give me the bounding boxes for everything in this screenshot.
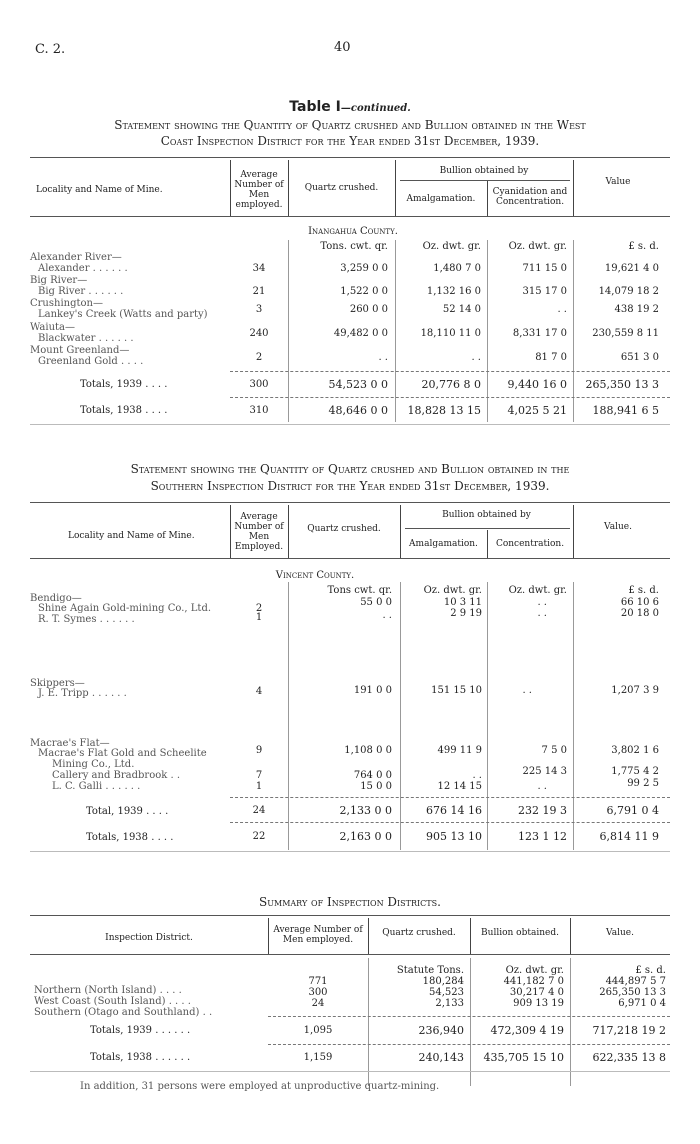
south-mine-name: Macrae's Flat Gold and Scheelite xyxy=(38,748,207,759)
document-reference: C. 2. xyxy=(35,42,66,57)
west-total-quartz: 54,523 0 0 xyxy=(328,378,388,391)
south-header-concentration: Concentration. xyxy=(495,539,565,549)
west-total-label: Totals, 1938 . . . . xyxy=(80,405,168,416)
south-amal: . . xyxy=(472,770,482,781)
summary-totals-rule xyxy=(268,1044,670,1045)
south-value: 3,802 1 6 xyxy=(611,745,659,756)
west-table-bottom xyxy=(30,424,670,425)
summary-total-value: 717,218 19 2 xyxy=(592,1024,666,1037)
south-title-line1: Statement showing the Quantity of Quartz crushed and Bullion obtained in the xyxy=(130,462,570,476)
summary-header-rule-bottom xyxy=(30,954,670,955)
summary-total-label: Totals, 1939 . . . . . . xyxy=(90,1025,191,1036)
summary-bullion: 30,217 4 0 xyxy=(509,987,564,998)
summary-total-bullion: 435,705 15 10 xyxy=(483,1051,564,1064)
summary-total-bullion: 472,309 4 19 xyxy=(490,1024,564,1037)
summary-unit-value: £ s. d. xyxy=(635,965,666,976)
south-county: Vincent County. xyxy=(275,570,355,581)
west-total-men: 300 xyxy=(249,379,269,390)
south-conc: . . xyxy=(537,781,547,792)
summary-header-district: Inspection District. xyxy=(105,933,193,943)
summary-header-value: Value. xyxy=(606,928,634,938)
west-totals-rule xyxy=(230,397,670,398)
west-header-rule-top xyxy=(30,157,670,158)
south-totals-rule xyxy=(230,797,670,798)
west-title-line2: Coast Inspection District for the Year ended 31st December, 1939. xyxy=(160,134,540,148)
west-quartz: 3,259 0 0 xyxy=(340,263,388,274)
south-total-quartz: 2,133 0 0 xyxy=(339,804,392,817)
south-quartz: 764 0 0 xyxy=(353,770,392,781)
south-totals-rule xyxy=(230,822,670,823)
summary-value: 265,350 13 3 xyxy=(599,987,666,998)
south-unit-amal: Oz. dwt. gr. xyxy=(423,585,482,596)
south-amal: 10 3 11 xyxy=(443,597,482,608)
summary-value: 444,897 5 7 xyxy=(605,976,666,987)
south-men: 4 xyxy=(255,686,263,697)
west-header-cyanidation: Cyanidation and Concentration. xyxy=(492,187,568,207)
west-mine-name: Alexander . . . . . . xyxy=(38,263,128,274)
west-total-label: Totals, 1939 . . . . xyxy=(80,379,168,390)
west-header-amalgamation: Amalgamation. xyxy=(406,194,476,204)
west-total-cyan: 4,025 5 21 xyxy=(507,404,567,417)
south-header-amalgamation: Amalgamation. xyxy=(409,539,478,549)
west-mine-name: Big River . . . . . . xyxy=(38,286,124,297)
summary-total-quartz: 236,940 xyxy=(418,1024,464,1037)
summary-footnote: In addition, 31 persons were employed at unproductive quartz-mining. xyxy=(80,1081,440,1092)
west-mine-name: Lankey's Creek (Watts and party) xyxy=(38,309,208,320)
south-amal: 151 15 10 xyxy=(431,685,482,696)
west-men: 2 xyxy=(255,352,263,363)
south-conc: . . xyxy=(522,685,532,696)
south-conc: . . xyxy=(537,608,547,619)
south-header-locality: Locality and Name of Mine. xyxy=(68,531,195,541)
summary-header-quartz: Quartz crushed. xyxy=(382,928,456,938)
south-group-label: Skippers— xyxy=(30,678,85,689)
west-total-quartz: 48,646 0 0 xyxy=(328,404,388,417)
south-mine-name: R. T. Symes . . . . . . xyxy=(38,614,135,625)
west-unit-value: £ s. d. xyxy=(628,241,659,252)
south-total-value: 6,791 0 4 xyxy=(606,804,659,817)
south-value: 20 18 0 xyxy=(620,608,659,619)
west-header-bullion: Bullion obtained by xyxy=(439,166,529,176)
table-title-suffix: —continued. xyxy=(340,103,411,114)
summary-table-bottom xyxy=(30,1071,670,1072)
summary-quartz: 2,133 xyxy=(435,998,464,1009)
summary-total-men: 1,095 xyxy=(303,1025,333,1036)
south-mine-name: L. C. Galli . . . . . . xyxy=(52,781,141,792)
west-totals-rule xyxy=(230,371,670,372)
west-header-quartz: Quartz crushed. xyxy=(304,183,379,193)
south-value: 1,207 3 9 xyxy=(611,685,659,696)
summary-men: 771 xyxy=(308,976,328,987)
south-unit-conc: Oz. dwt. gr. xyxy=(508,585,567,596)
west-total-amal: 20,776 8 0 xyxy=(421,378,481,391)
west-value: 230,559 8 11 xyxy=(592,328,659,339)
south-header-value: Value. xyxy=(604,522,632,532)
west-cyan: 8,331 17 0 xyxy=(512,328,567,339)
west-header-men: Average Number of Men employed. xyxy=(234,170,284,210)
south-men: 7 xyxy=(255,770,263,781)
south-group-label: Bendigo— xyxy=(30,593,82,604)
west-total-value: 265,350 13 3 xyxy=(585,378,659,391)
west-unit-quartz: Tons. cwt. qr. xyxy=(320,241,388,252)
west-title-line1: Statement showing the Quantity of Quartz crushed and Bullion obtained in the West xyxy=(114,118,586,132)
west-cyan: 81 7 0 xyxy=(535,352,567,363)
south-mine-name-cont: Mining Co., Ltd. xyxy=(52,759,135,770)
south-header-rule-top xyxy=(30,502,670,503)
west-total-cyan: 9,440 16 0 xyxy=(507,378,567,391)
south-value: 1,775 4 2 xyxy=(611,766,659,777)
south-mine-name: Shine Again Gold-mining Co., Ltd. xyxy=(38,603,212,614)
summary-district: Southern (Otago and Southland) . . xyxy=(34,1007,213,1018)
table-title-main: Table I xyxy=(289,99,341,115)
summary-header-men: Average Number of Men employed. xyxy=(273,925,363,945)
west-value: 438 19 2 xyxy=(614,304,659,315)
west-mine-name: Blackwater . . . . . . xyxy=(38,333,134,344)
west-quartz: . . xyxy=(378,352,388,363)
south-quartz: . . xyxy=(382,610,392,621)
south-quartz: 1,108 0 0 xyxy=(344,745,392,756)
west-total-amal: 18,828 13 15 xyxy=(407,404,481,417)
south-quartz: 15 0 0 xyxy=(360,781,392,792)
south-total-men: 24 xyxy=(252,805,266,816)
summary-district: West Coast (South Island) . . . . xyxy=(34,996,191,1007)
south-total-men: 22 xyxy=(252,831,266,842)
summary-unit-quartz: Statute Tons. xyxy=(396,965,464,976)
summary-unit-bullion: Oz. dwt. gr. xyxy=(505,965,564,976)
page-number: 40 xyxy=(334,40,351,55)
west-unit-amal: Oz. dwt. gr. xyxy=(422,241,481,252)
west-cyan: 315 17 0 xyxy=(522,286,567,297)
west-amal: 1,132 16 0 xyxy=(426,286,481,297)
west-header-rule-bottom xyxy=(30,216,670,217)
west-total-value: 188,941 6 5 xyxy=(592,404,659,417)
summary-total-quartz: 240,143 xyxy=(418,1051,464,1064)
west-cyan: 711 15 0 xyxy=(522,263,567,274)
west-group-label: Crushington— xyxy=(30,298,103,309)
summary-quartz: 54,523 xyxy=(429,987,464,998)
west-quartz: 260 0 0 xyxy=(349,304,388,315)
south-amal: 12 14 15 xyxy=(437,781,482,792)
summary-totals-rule xyxy=(268,1016,670,1017)
west-header-locality: Locality and Name of Mine. xyxy=(36,185,163,195)
summary-header-rule-top xyxy=(30,915,670,916)
summary-total-value: 622,335 13 8 xyxy=(592,1051,666,1064)
west-group-label: Alexander River— xyxy=(30,252,122,263)
west-amal: . . xyxy=(471,352,481,363)
west-county: Inangahua County. xyxy=(308,226,398,237)
south-men: 1 xyxy=(255,612,263,623)
summary-men: 24 xyxy=(311,998,325,1009)
south-header-bullion: Bullion obtained by xyxy=(442,510,531,520)
table-title xyxy=(0,96,700,115)
summary-header-bullion: Bullion obtained. xyxy=(481,928,559,938)
west-men: 21 xyxy=(252,286,266,297)
summary-bullion: 909 13 19 xyxy=(513,998,564,1009)
west-group-label: Big River— xyxy=(30,275,88,286)
south-value: 66 10 6 xyxy=(620,597,659,608)
south-total-amal: 905 13 10 xyxy=(426,830,482,843)
west-amal: 18,110 11 0 xyxy=(420,328,481,339)
south-men: 9 xyxy=(255,745,263,756)
south-header-quartz: Quartz crushed. xyxy=(307,524,381,534)
west-men: 34 xyxy=(252,263,266,274)
south-total-conc: 232 19 3 xyxy=(518,804,567,817)
west-col-divider xyxy=(573,160,574,216)
south-total-label: Total, 1939 . . . . xyxy=(86,806,169,817)
south-unit-value: £ s. d. xyxy=(628,585,659,596)
south-total-quartz: 2,163 0 0 xyxy=(339,830,392,843)
south-mine-name: Callery and Bradbrook . . xyxy=(52,770,181,781)
summary-title: Summary of Inspection Districts. xyxy=(259,895,441,909)
south-quartz: 191 0 0 xyxy=(353,685,392,696)
summary-quartz: 180,284 xyxy=(422,976,464,987)
west-bullion-rule xyxy=(400,180,570,181)
south-table-bottom xyxy=(30,851,670,852)
west-group-label: Waiuta— xyxy=(30,322,75,333)
summary-district: Northern (North Island) . . . . xyxy=(34,985,182,996)
west-header-value: Value xyxy=(605,177,631,187)
south-conc: 7 5 0 xyxy=(541,745,567,756)
south-total-amal: 676 14 16 xyxy=(426,804,482,817)
south-total-conc: 123 1 12 xyxy=(518,830,567,843)
west-men: 3 xyxy=(255,304,263,315)
west-value: 19,621 4 0 xyxy=(604,263,659,274)
west-unit-cyan: Oz. dwt. gr. xyxy=(508,241,567,252)
south-conc: 225 14 3 xyxy=(522,766,567,777)
south-men: 1 xyxy=(255,781,263,792)
south-header-rule-bottom xyxy=(30,558,670,559)
south-title-line2: Southern Inspection District for the Year ended 31st December, 1939. xyxy=(150,479,550,493)
south-value: 99 2 5 xyxy=(627,778,659,789)
south-group-label: Macrae's Flat— xyxy=(30,738,110,749)
summary-men: 300 xyxy=(308,987,328,998)
south-header-men: Average Number of Men Employed. xyxy=(234,512,284,552)
west-quartz: 1,522 0 0 xyxy=(340,286,388,297)
west-value: 651 3 0 xyxy=(620,352,659,363)
west-men: 240 xyxy=(249,328,269,339)
south-men: 2 xyxy=(255,603,263,614)
south-total-value: 6,814 11 9 xyxy=(599,830,659,843)
west-group-label: Mount Greenland— xyxy=(30,345,130,356)
summary-bullion: 441,182 7 0 xyxy=(503,976,564,987)
south-bullion-rule xyxy=(405,528,570,529)
west-quartz: 49,482 0 0 xyxy=(333,328,388,339)
west-value: 14,079 18 2 xyxy=(598,286,659,297)
summary-value: 6,971 0 4 xyxy=(618,998,666,1009)
south-total-label: Totals, 1938 . . . . xyxy=(86,832,174,843)
west-total-men: 310 xyxy=(249,405,269,416)
south-quartz: 55 0 0 xyxy=(360,597,392,608)
west-amal: 52 14 0 xyxy=(442,304,481,315)
summary-total-label: Totals, 1938 . . . . . . xyxy=(90,1052,191,1063)
south-amal: 499 11 9 xyxy=(437,745,482,756)
west-mine-name: Greenland Gold . . . . xyxy=(38,356,144,367)
west-cyan: . . xyxy=(557,304,567,315)
south-amal: 2 9 19 xyxy=(450,608,482,619)
summary-total-men: 1,159 xyxy=(303,1052,333,1063)
south-conc: . . xyxy=(537,597,547,608)
south-unit-quartz: Tons cwt. qr. xyxy=(327,585,392,596)
south-mine-name: J. E. Tripp . . . . . . xyxy=(38,688,127,699)
west-amal: 1,480 7 0 xyxy=(433,263,481,274)
